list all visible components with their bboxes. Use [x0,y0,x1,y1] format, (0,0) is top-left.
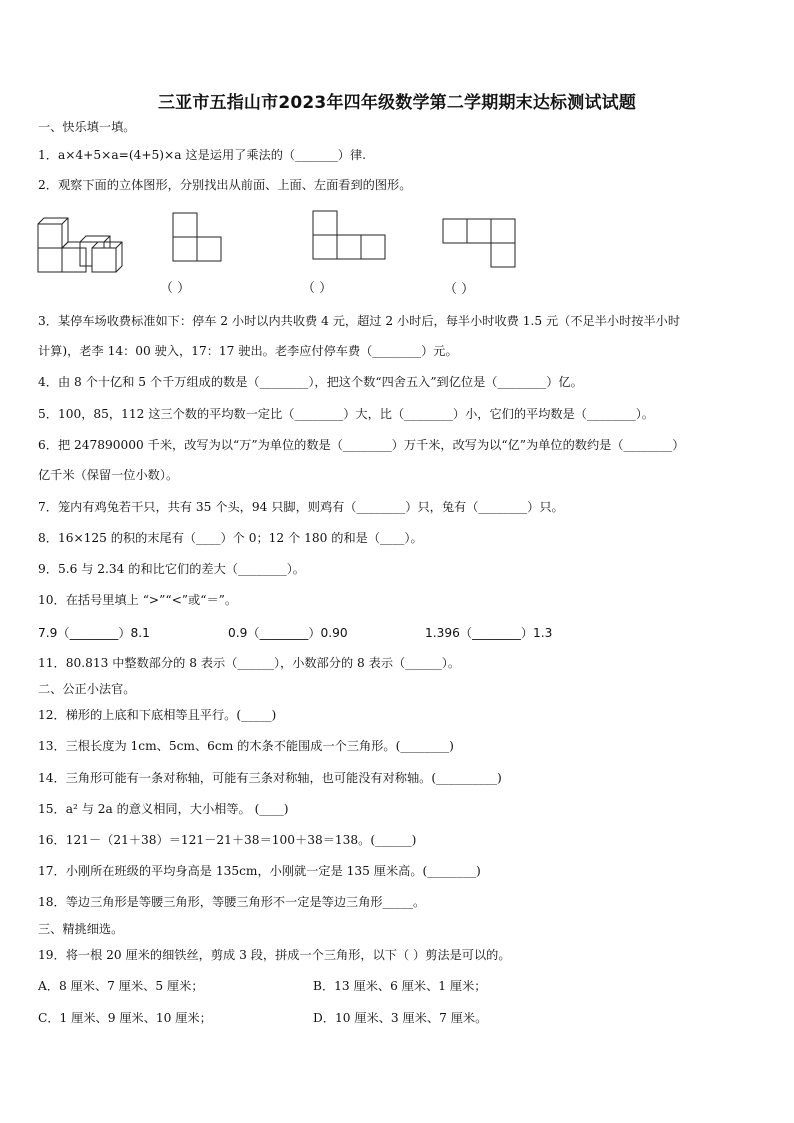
answer-paren-1[interactable]: （ ） [160,281,191,296]
question-15: 15．a² 与 2a 的意义相同，大小相等。 (____) [38,802,289,816]
question-14: 14．三角形可能有一条对称轴，可能有三条对称轴，也可能没有对称轴。(__________) [38,771,502,785]
option-d[interactable]: D．10 厘米、3 厘米、7 厘米。 [313,1011,488,1025]
question-6-line-1: 6．把 247890000 千米，改写为以“万”为单位的数是（________）万千米，改写为以“亿”为单位的数约是（________） [38,438,685,452]
question-13: 13．三根长度为 1cm、5cm、6cm 的木条不能围成一个三角形。(________) [38,739,454,753]
question-9: 9．5.6 与 2.34 的和比它们的差大（________）。 [38,562,305,576]
view-shape-1 [172,212,224,264]
question-18: 18．等边三角形是等腰三角形，等腰三角形不一定是等边三角形_____。 [38,895,426,909]
view-shape-2 [312,210,388,262]
question-19: 19．将一根 20 厘米的细铁丝，剪成 3 段，拼成一个三角形，以下（ ）剪法是可以的。 [38,948,511,962]
section-heading-1: 一、快乐填一填。 [38,120,136,134]
option-a[interactable]: A．8 厘米、7 厘米、5 厘米； [38,979,204,993]
question-8: 8．16×125 的积的末尾有（____）个 0；12 个 180 的和是（____）。 [38,531,423,545]
option-c[interactable]: C．1 厘米、9 厘米、10 厘米； [38,1011,212,1025]
answer-paren-2[interactable]: （ ） [302,281,333,296]
question-7: 7．笼内有鸡兔若干只，共有 35 个头，94 只脚，则鸡有（________）只，兔有（________）只。 [38,500,564,514]
question-3-line-1: 3．某停车场收费标准如下：停车 2 小时以内共收费 4 元，超过 2 小时后，每半小时收费 1.5 元（不足半小时按半小时 [38,314,681,328]
view-shape-3 [442,218,520,270]
compare-item-1: 7.9（________）8.1 [38,626,150,640]
question-11: 11．80.813 中整数部分的 8 表示（______），小数部分的 8 表示（______）。 [38,656,461,670]
question-3-line-2: 计算)，老李 14：00 驶入，17：17 驶出。老李应付停车费（________）元。 [38,344,458,358]
question-5: 5．100，85，112 这三个数的平均数一定比（________）大，比（________）小，它们的平均数是（________）。 [38,407,654,421]
page-title: 三亚市五指山市2023年四年级数学第二学期期末达标测试试题 [157,93,637,113]
question-2: 2．观察下面的立体图形，分别找出从前面、上面、左面看到的图形。 [38,178,412,192]
section-heading-3: 三、精挑细选。 [38,922,124,936]
section-heading-2: 二、公正小法官。 [38,682,136,696]
compare-item-2: 0.9（________）0.90 [228,626,348,640]
answer-paren-3[interactable]: （ ） [444,282,475,297]
question-1: 1．a×4+5×a=(4+5)×a 这是运用了乘法的（_______）律. [38,148,367,162]
question-16: 16．121－（21＋38）＝121－21＋38＝100＋38＝138。(______) [38,833,417,847]
question-10: 10．在括号里填上 “>”“<”或“＝”。 [38,593,238,607]
cube-stack-figure [36,210,126,276]
question-12: 12．梯形的上底和下底相等且平行。(_____) [38,708,277,722]
question-6-line-2: 亿千米（保留一位小数）。 [38,468,179,482]
question-4: 4．由 8 个十亿和 5 个千万组成的数是（________），把这个数“四舍五入”到亿位是（________）亿。 [38,375,583,389]
option-b[interactable]: B．13 厘米、6 厘米、1 厘米； [313,979,487,993]
question-17: 17．小刚所在班级的平均身高是 135cm，小刚就一定是 135 厘米高。(________) [38,864,481,878]
compare-item-3: 1.396（________）1.3 [425,626,553,640]
